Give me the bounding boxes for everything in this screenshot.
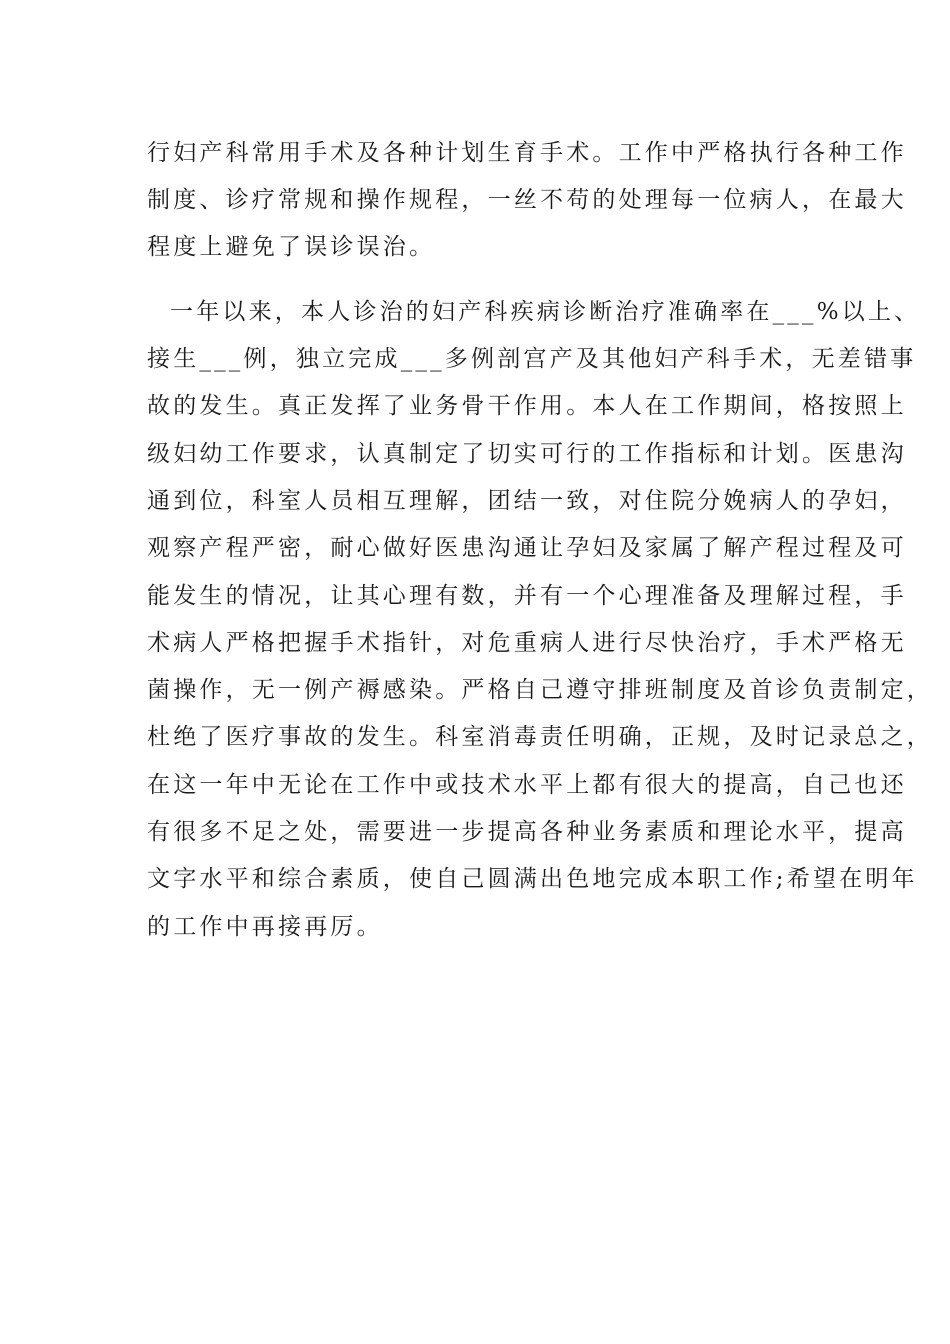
text-line: 文字水平和综合素质，使自己圆满出色地完成本职工作;希望在明年: [147, 866, 918, 892]
text-line: 通到位，科室人员相互理解，团结一致，对住院分娩病人的孕妇，: [147, 488, 907, 514]
text-line: 在这一年中无论在工作中或技术水平上都有很大的提高，自己也还: [147, 772, 907, 798]
text-line: 接生___例，独立完成___多例剖宫产及其他妇产科手术，无差错事: [147, 346, 917, 372]
text-line: 有很多不足之处，需要进一步提高各种业务素质和理论水平，提高: [147, 819, 907, 845]
text-line: 级妇幼工作要求，认真制定了切实可行的工作指标和计划。医患沟: [147, 441, 907, 467]
text-line: 制度、诊疗常规和操作规程，一丝不苟的处理每一位病人，在最大: [147, 187, 907, 213]
text-line: 程度上避免了误诊误治。: [147, 234, 436, 260]
text-line: 杜绝了医疗事故的发生。科室消毒责任明确，正规，及时记录总之，: [147, 724, 933, 750]
text-line: 术病人严格把握手术指针，对危重病人进行尽快治疗，手术严格无: [147, 630, 907, 656]
text-line: 菌操作，无一例产褥感染。严格自己遵守排班制度及首诊负责制定，: [147, 677, 933, 703]
text-line: 行妇产科常用手术及各种计划生育手术。工作中严格执行各种工作: [147, 140, 907, 166]
text-line: 观察产程严密，耐心做好医患沟通让孕妇及家属了解产程过程及可: [147, 535, 907, 561]
text-line: 的工作中再接再厉。: [147, 914, 383, 940]
text-line: 故的发生。真正发挥了业务骨干作用。本人在工作期间，格按照上: [147, 393, 907, 419]
text-line: 一年以来，本人诊治的妇产科疾病诊断治疗准确率在___%以上、: [170, 299, 921, 325]
text-line: 能发生的情况，让其心理有数，并有一个心理准备及理解过程，手: [147, 583, 907, 609]
